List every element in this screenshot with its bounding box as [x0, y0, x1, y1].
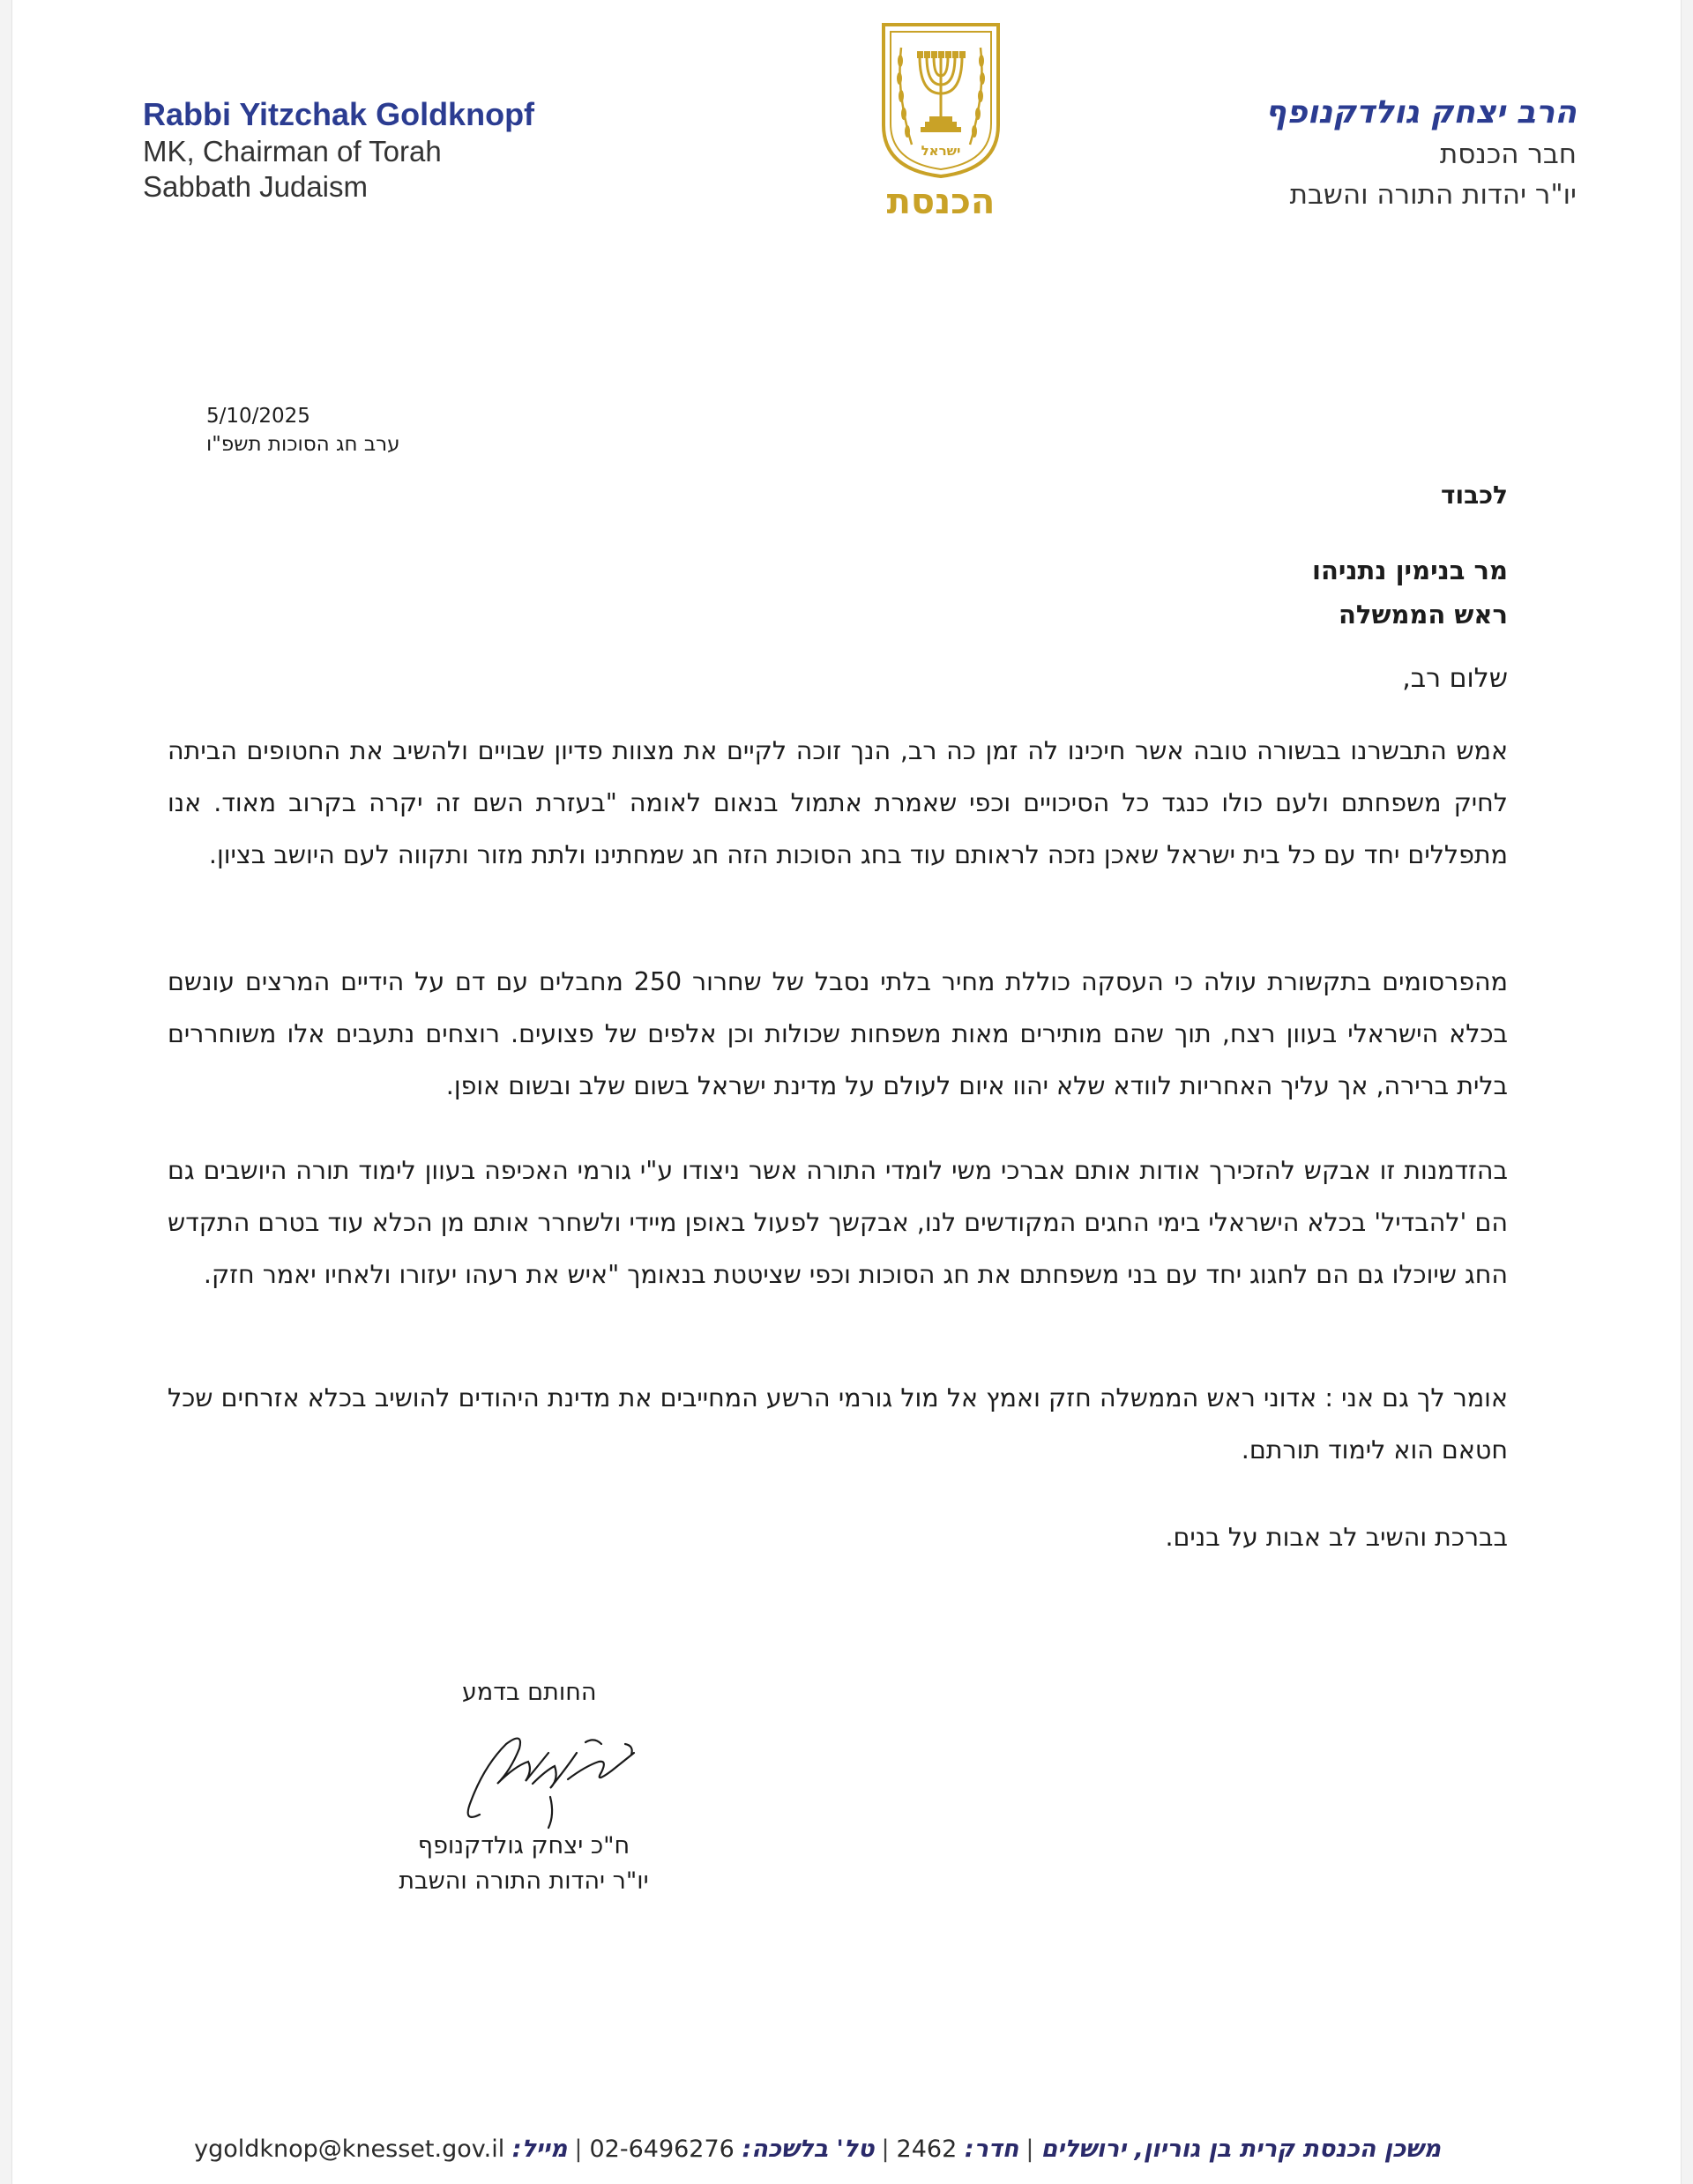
body-paragraph: בהזדמנות זו אבקש להזכירך אודות אותם אברכי משי לומדי התורה אשר ניצודו ע"י גורמי האכיפה בעוון לימוד תורה היושבים גם הם 'להבדיל' בכלא הישראלי בימי החגים המקודשים לנו, אבקשך לפעול באופן מיידי ולשחרר אותם מן הכלא עוד בטרם התקדש החג שיוכלו גם הם לחגוג יחד עם בני משפחתם את חג הסוכות וכפי שציטטת בנאומך "איש את רעהו יעזורו ולאחיו יאמר חזק. — [168, 1156, 1508, 1289]
footer-phone-label: טל' בלשכה: — [742, 2136, 875, 2163]
emblem-inner-text: ישראל — [921, 143, 961, 159]
closing-blessing: בברכת והשיב לב אבות על בנים. — [1165, 1523, 1508, 1552]
date-gregorian: 5/10/2025 — [206, 405, 310, 428]
footer: משכן הכנסת קרית בן גוריון, ירושלים|חדר: 2462|טל' בלשכה: 02-6496276|מייל: ygoldknop@knesset.gov.il — [194, 2136, 1441, 2163]
header-english — [143, 95, 534, 205]
sender-title-hebrew-1: חבר הכנסת — [1439, 138, 1577, 170]
greeting: שלום רב, — [1402, 663, 1508, 694]
signature-title: החותם בדמע — [462, 1679, 597, 1706]
footer-email-label: מייל: — [511, 2136, 568, 2163]
knesset-emblem — [876, 21, 1005, 224]
sender-title-english-1: MK, Chairman of Torah — [143, 135, 442, 168]
menorah-icon — [876, 21, 1005, 180]
footer-room-label: חדר: — [964, 2136, 1019, 2163]
recipient — [1312, 548, 1508, 637]
footer-room: 2462 — [896, 2136, 958, 2163]
body-paragraph: אומר לך גם אני : אדוני ראש הממשלה חזק ואמץ אל מול גורמי הרשע המחייבים את מדינת היהודים להושיב בכלא אזרחים שכל חטאם הוא לימוד תורתם. — [168, 1383, 1508, 1465]
sender-title-english-2: Sabbath Judaism — [143, 170, 368, 203]
letter-page — [12, 0, 1681, 2184]
sender-name-hebrew: הרב יצחק גולדקנופף — [1264, 94, 1577, 130]
body-paragraph: מהפרסומים בתקשורת עולה כי העסקה כוללת מחיר בלתי נסבל של שחרור 250 מחבלים עם דם על הידיים המרצים עונשם בכלא הישראלי בעוון רצח, תוך שהם מותירים מאות משפחות שכולות וכן אלפים של פצועים. רוצחים נתעבים אלו משוחררים בלית ברירה, אך עליך האחריות לוודא שלא יהוו איום לעולם על מדינת ישראל בשום שלב ובשום אופן. — [168, 967, 1509, 1100]
sender-name-english: Rabbi Yitzchak Goldknopf — [143, 96, 535, 132]
footer-email[interactable]: ygoldknop@knesset.gov.il — [194, 2136, 505, 2163]
sender-title-hebrew-2: יו"ר יהדות התורה והשבת — [1289, 179, 1577, 211]
footer-address: משכן הכנסת קרית בן גוריון, ירושלים — [1040, 2136, 1441, 2163]
recipient-title: ראש הממשלה — [1338, 600, 1508, 630]
body-paragraph: אמש התבשרנו בבשורה טובה אשר חיכינו לה זמן כה רב, הנך זוכה לקיים את מצוות פדיון שבויים ולהשיב את החטופים הביתה לחיק משפחתם ולעם כולו כנגד כל הסיכויים וכפי שאמרת אתמול בנאום לאומה "בעזרת השם זה יקרה בקרוב מאוד. אנו מתפללים יחד עם כל בית ישראל שאכן נזכה לראותם עוד בחג הסוכות הזה חג שמחתינו ולתת מזור ותקווה לעם היושב בציון. — [168, 736, 1508, 869]
emblem-label: הכנסת — [886, 182, 996, 222]
salutation: לכבוד — [1441, 481, 1508, 510]
date-block — [206, 402, 400, 458]
date-hebrew: ערב חג הסוכות תשפ"ו — [206, 433, 400, 456]
header-hebrew — [1265, 92, 1577, 215]
signer-name: ח"כ יצחק גולדקנופף — [417, 1832, 630, 1860]
handwritten-signature — [444, 1718, 656, 1832]
signature-block — [374, 1829, 674, 1899]
recipient-name: מר בנימין נתניהו — [1312, 555, 1508, 585]
signer-role: יו"ר יהדות התורה והשבת — [399, 1867, 649, 1895]
footer-phone: 02-6496276 — [589, 2136, 735, 2163]
